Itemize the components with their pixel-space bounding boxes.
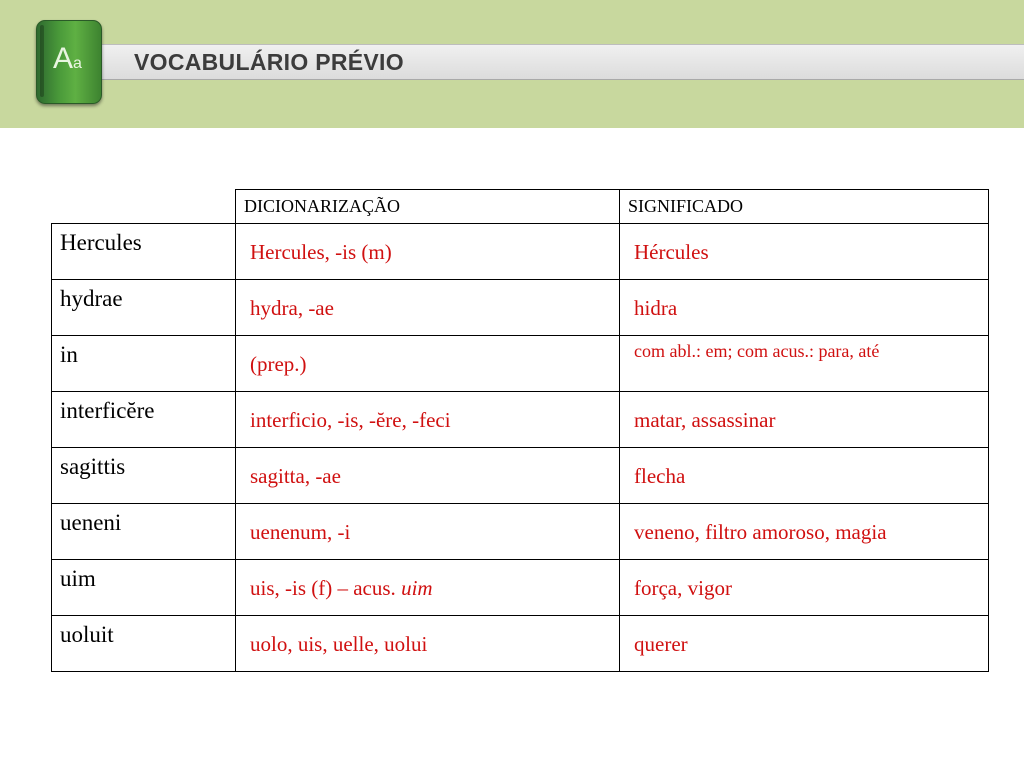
latin-word: interficĕre bbox=[52, 392, 236, 448]
meaning: com abl.: em; com acus.: para, até bbox=[620, 336, 989, 392]
meaning: Hércules bbox=[620, 224, 989, 280]
logo-glyph-big: A bbox=[53, 42, 74, 75]
header-dicionarizacao: DICIONARIZAÇÃO bbox=[236, 190, 620, 224]
page-title: VOCABULÁRIO PRÉVIO bbox=[134, 49, 404, 75]
dictionary-entry: (prep.) bbox=[236, 336, 620, 392]
table-row bbox=[52, 504, 989, 560]
vocabulary-table bbox=[51, 189, 989, 672]
book-spine bbox=[40, 25, 44, 97]
latin-word: ueneni bbox=[52, 504, 236, 560]
dictionary-entry: interficio, -is, -ĕre, -feci bbox=[236, 392, 620, 448]
dictionary-entry: sagitta, -ae bbox=[236, 448, 620, 504]
dictionary-entry bbox=[236, 560, 620, 616]
latin-word: hydrae bbox=[52, 280, 236, 336]
dictionary-entry-text: uis, -is (f) – acus. bbox=[250, 576, 396, 600]
meaning: flecha bbox=[620, 448, 989, 504]
table-header-row bbox=[52, 190, 989, 224]
latin-word: uim bbox=[52, 560, 236, 616]
meaning: veneno, filtro amoroso, magia bbox=[620, 504, 989, 560]
dictionary-entry: Hercules, -is (m) bbox=[236, 224, 620, 280]
meaning: matar, assassinar bbox=[620, 392, 989, 448]
latin-word: sagittis bbox=[52, 448, 236, 504]
table-row bbox=[52, 448, 989, 504]
book-aa-icon bbox=[36, 20, 102, 104]
table-row bbox=[52, 224, 989, 280]
dictionary-entry: uenenum, -i bbox=[236, 504, 620, 560]
dictionary-entry: hydra, -ae bbox=[236, 280, 620, 336]
header-significado: SIGNIFICADO bbox=[620, 190, 989, 224]
table-row bbox=[52, 560, 989, 616]
table-row bbox=[52, 616, 989, 672]
logo-glyph bbox=[53, 43, 82, 80]
dictionary-entry-italic: uim bbox=[401, 576, 433, 600]
meaning: querer bbox=[620, 616, 989, 672]
logo-glyph-small: a bbox=[73, 55, 82, 72]
meaning: força, vigor bbox=[620, 560, 989, 616]
dictionary-entry: uolo, uis, uelle, uolui bbox=[236, 616, 620, 672]
meaning: hidra bbox=[620, 280, 989, 336]
table-row bbox=[52, 336, 989, 392]
latin-word: in bbox=[52, 336, 236, 392]
latin-word: Hercules bbox=[52, 224, 236, 280]
table-row bbox=[52, 280, 989, 336]
latin-word: uoluit bbox=[52, 616, 236, 672]
table-row bbox=[52, 392, 989, 448]
empty-corner-cell bbox=[52, 190, 236, 224]
